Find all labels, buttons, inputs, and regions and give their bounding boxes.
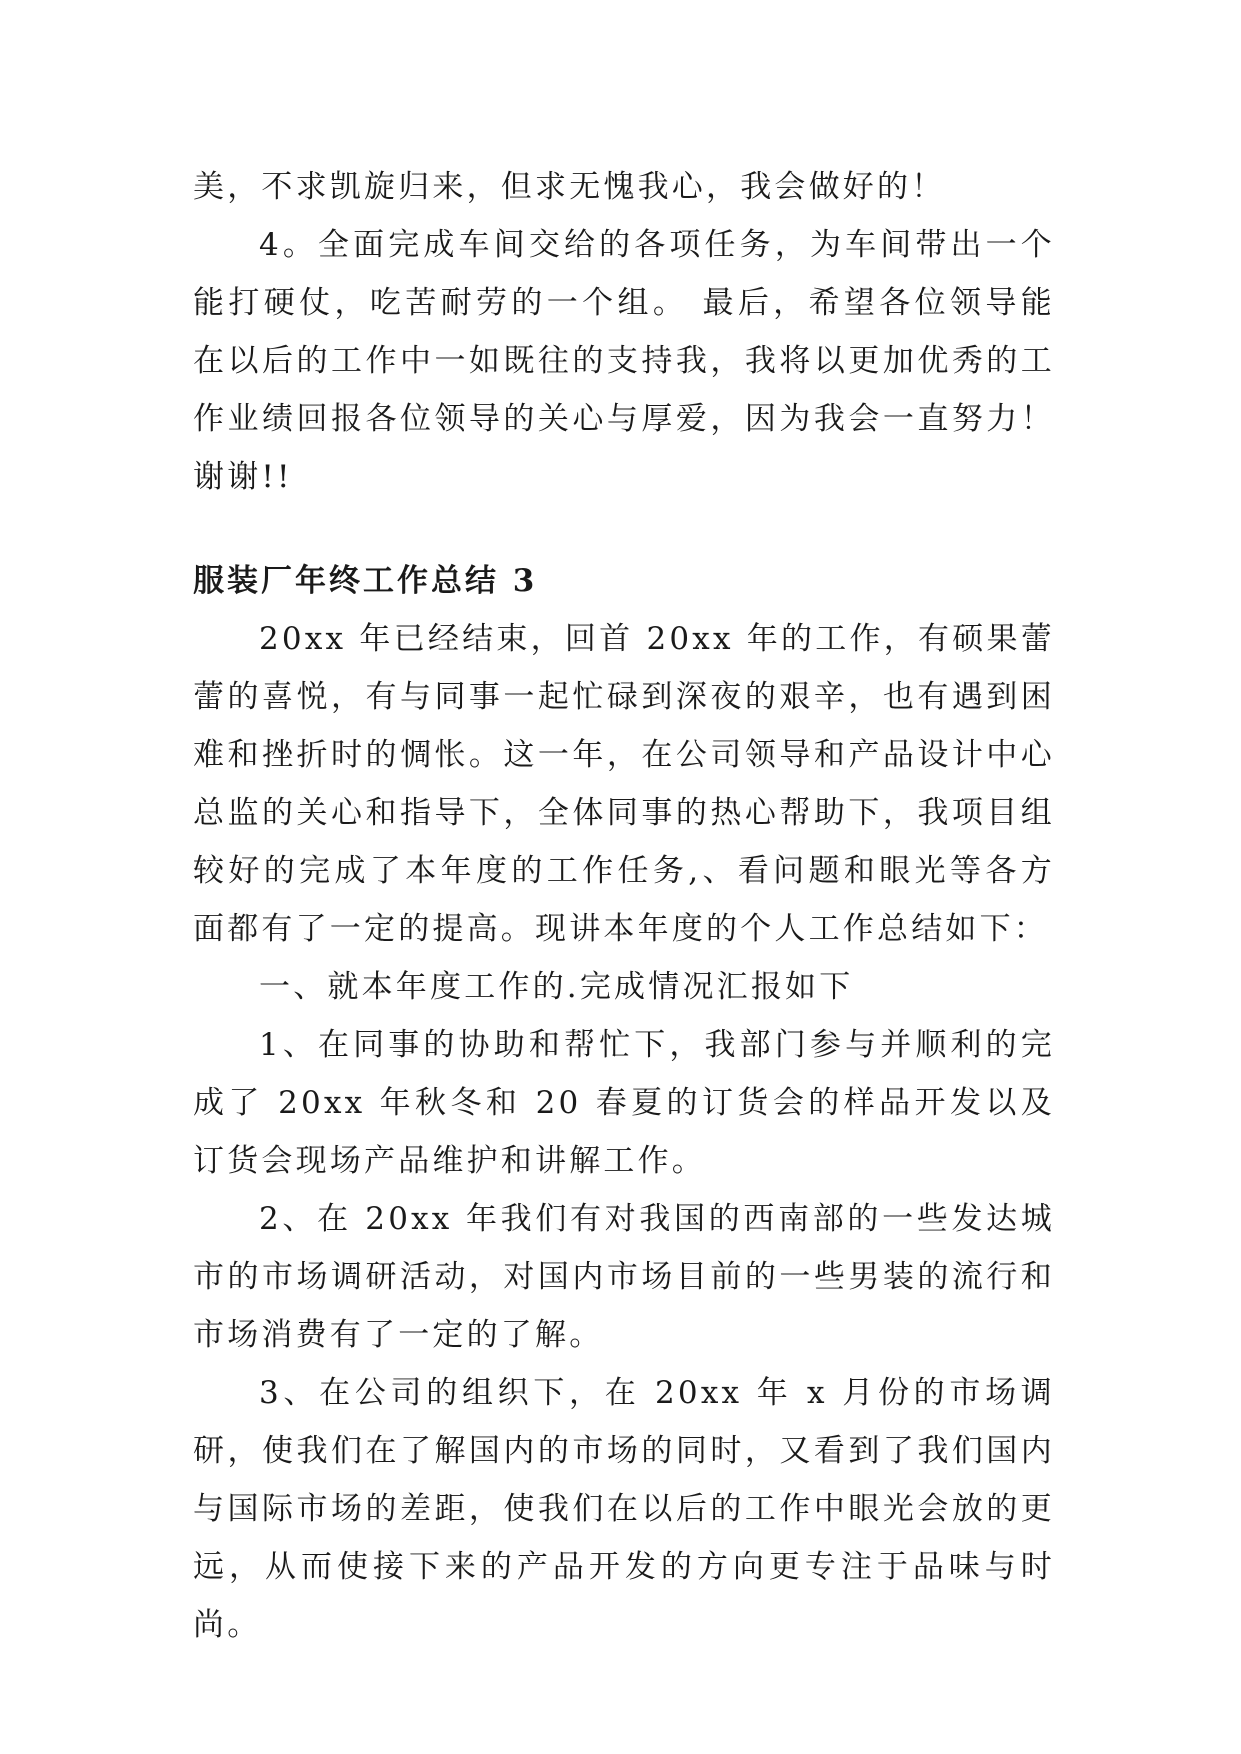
point-2-paragraph: 2、在 20xx 年我们有对我国的西南部的一些发达城市的市场调研活动，对国内市场目前的一些男装的流行和市场消费有了一定的了解。 [193, 1201, 1055, 1353]
intro-paragraph: 20xx 年已经结束，回首 20xx 年的工作，有硕果蕾蕾的喜悦，有与同事一起忙碌到深夜的艰辛，也有遇到困难和挫折时的惆怅。这一年，在公司领导和产品设计中心总监的关心和指导下，全体同事的热心帮助下，我项目组较好的完成了本年度的工作任务,、看问题和眼光等各方面都有了一定的提高。现讲本年度的个人工作总结如下： [193, 621, 1055, 947]
item-4-paragraph: 4。全面完成车间交给的各项任务，为车间带出一个能打硬仗，吃苦耐劳的一个组。 最后，希望各位领导能在以后的工作中一如既往的支持我，我将以更加优秀的工作业绩回报各位领导的关心与厚爱，因为我会一直努力！谢谢!! [193, 227, 1055, 495]
continuation-paragraph: 美，不求凯旋归来，但求无愧我心，我会做好的！ [193, 169, 946, 205]
section-title: 服装厂年终工作总结 3 [193, 563, 538, 599]
subheading-paragraph: 一、就本年度工作的.完成情况汇报如下 [259, 969, 854, 1005]
point-3-paragraph: 3、在公司的组织下，在 20xx 年 x 月份的市场调研，使我们在了解国内的市场的同时，又看到了我们国内与国际市场的差距，使我们在以后的工作中眼光会放的更远，从而使接下来的产品开发的方向更专注于品味与时尚。 [193, 1375, 1055, 1643]
point-1-paragraph: 1、在同事的协助和帮忙下，我部门参与并顺利的完成了 20xx 年秋冬和 20 春夏的订货会的样品开发以及订货会现场产品维护和讲解工作。 [193, 1027, 1055, 1179]
document-page [193, 158, 1055, 1654]
